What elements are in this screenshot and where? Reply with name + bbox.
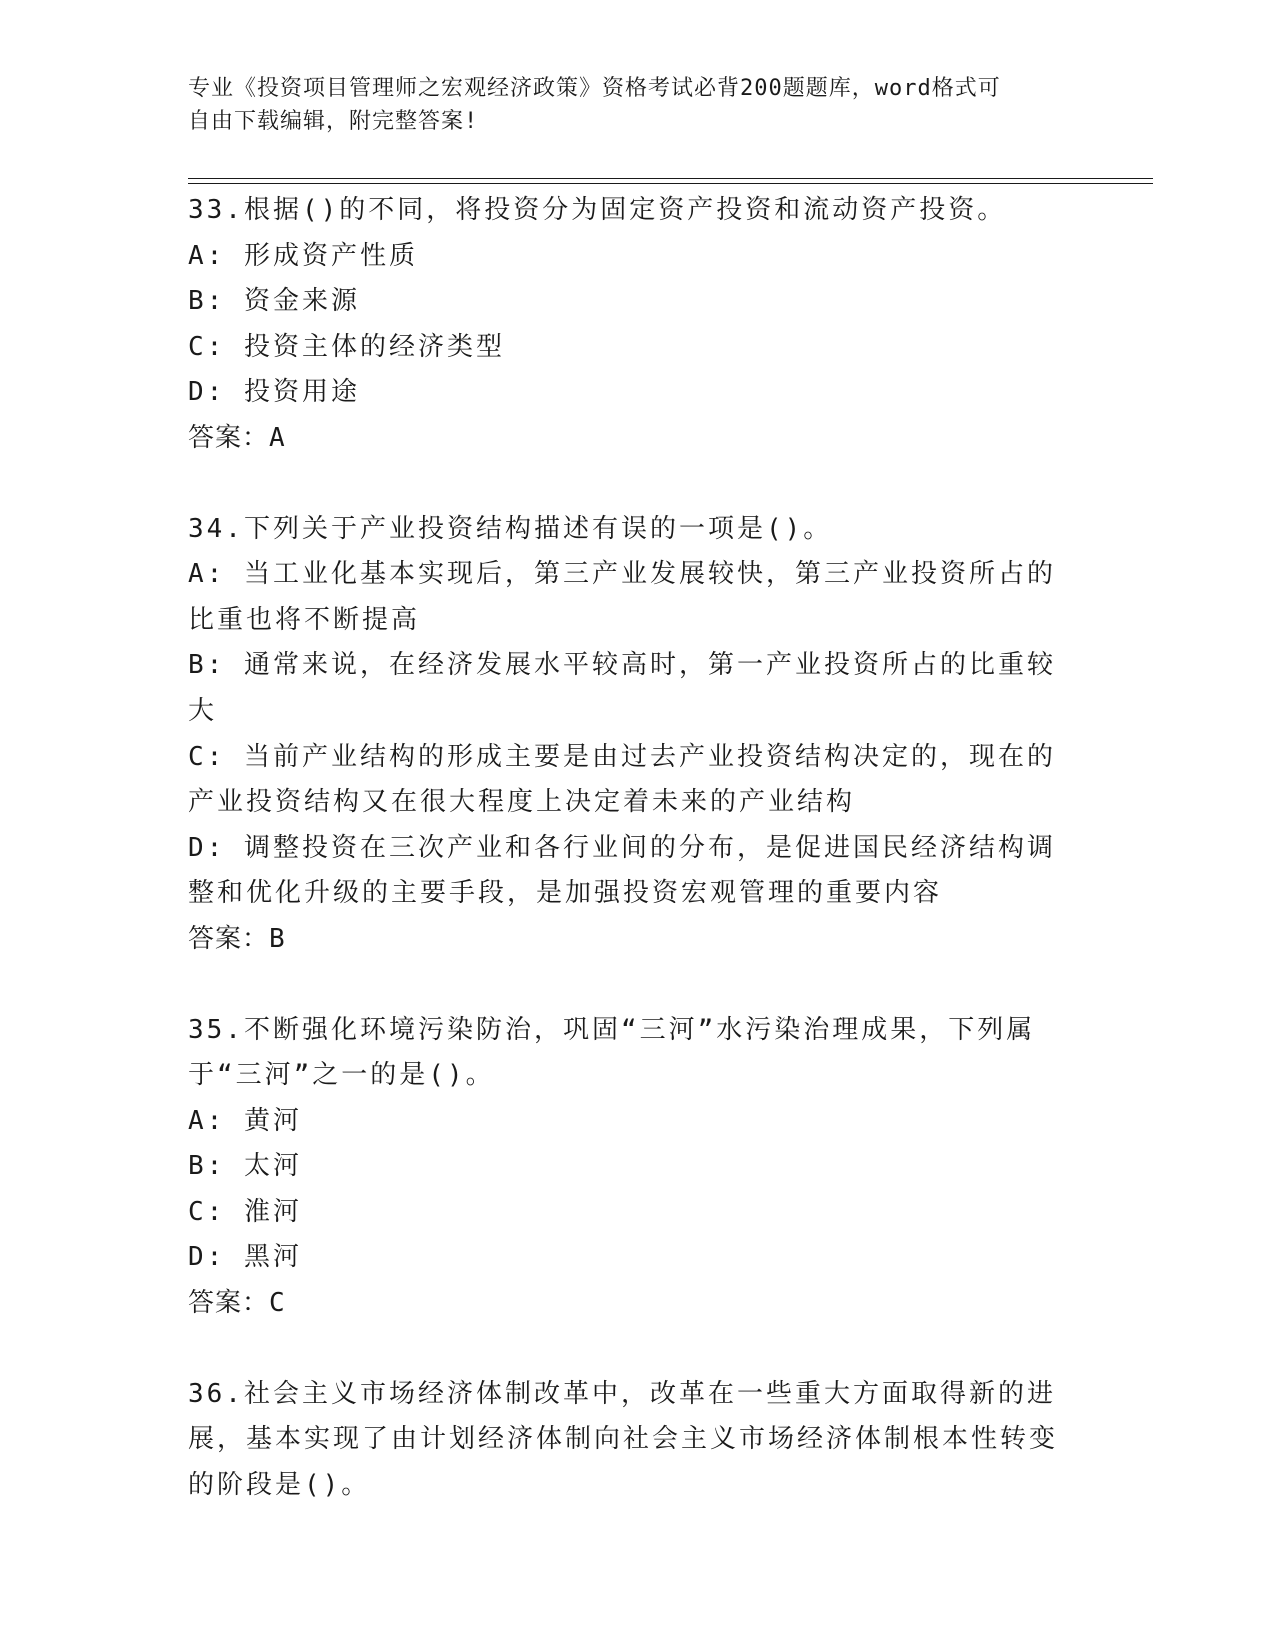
question-stem: 36.社会主义市场经济体制改革中，改革在一些重大方面取得新的进展，基本实现了由计划经济体制向社会主义市场经济体制根本性转变的阶段是()。 (188, 1378, 1059, 1500)
option-a: A: 黄河 (188, 1105, 302, 1136)
option-a: A: 形成资产性质 (188, 240, 418, 271)
question-33 (188, 188, 1078, 462)
question-list (188, 188, 1078, 1553)
header-divider-top (188, 178, 1153, 179)
question-35 (188, 1008, 1078, 1327)
answer-label: 答案： (188, 1288, 270, 1319)
header-line-2: 自由下载编辑，附完整答案! (188, 109, 479, 134)
question-stem: 33.根据()的不同，将投资分为固定资产投资和流动资产投资。 (188, 195, 1007, 225)
question-stem: 34.下列关于产业投资结构描述有误的一项是()。 (188, 513, 833, 544)
question-stem: 35.不断强化环境污染防治，巩固“三河”水污染治理成果，下列属于“三河”之一的是()。 (188, 1014, 1036, 1091)
answer-label: 答案： (188, 923, 270, 954)
header-line-1: 专业《投资项目管理师之宏观经济政策》资格考试必背200题题库，word格式可 (188, 76, 1001, 101)
option-b: B: 资金来源 (188, 286, 360, 317)
option-c: C: 淮河 (188, 1196, 302, 1227)
answer-line (188, 416, 1078, 462)
answer-label: 答案： (188, 422, 270, 453)
document-header (188, 72, 1068, 138)
answer-line (188, 1281, 1078, 1327)
option-b: B: 通常来说，在经济发展水平较高时，第一产业投资所占的比重较大 (188, 650, 1056, 726)
option-d: D: 黑河 (188, 1242, 302, 1273)
option-b: B: 太河 (188, 1151, 302, 1182)
answer-value: B (269, 923, 286, 954)
option-c: C: 当前产业结构的形成主要是由过去产业投资结构决定的，现在的产业投资结构又在很大程度上决定着未来的产业结构 (188, 741, 1056, 818)
answer-line (188, 917, 1078, 963)
option-d: D: 投资用途 (188, 377, 360, 408)
option-a: A: 当工业化基本实现后，第三产业发展较快，第三产业投资所占的比重也将不断提高 (188, 559, 1056, 635)
answer-value: C (269, 1288, 286, 1319)
question-34 (188, 507, 1078, 963)
answer-value: A (269, 422, 286, 453)
option-c: C: 投资主体的经济类型 (188, 331, 505, 362)
option-d: D: 调整投资在三次产业和各行业间的分布，是促进国民经济结构调整和优化升级的主要手段，是加强投资宏观管理的重要内容 (188, 832, 1056, 909)
question-36 (188, 1372, 1078, 1509)
header-divider-bottom (188, 183, 1153, 184)
